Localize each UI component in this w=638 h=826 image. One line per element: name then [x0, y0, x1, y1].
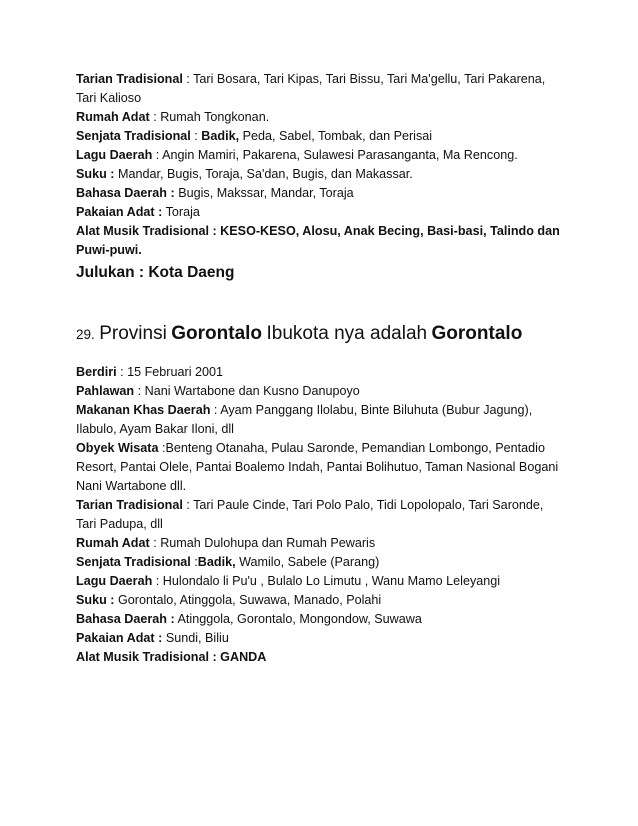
- info-row-senjata: [76, 127, 616, 146]
- row-separator: :: [152, 148, 163, 162]
- row-label: Pahlawan: [76, 384, 135, 398]
- info-row-bahasa: [76, 610, 616, 629]
- info-row-obyek: [76, 439, 616, 458]
- row-label: Bahasa Daerah :: [76, 612, 175, 626]
- info-row-pahlawan: [76, 382, 616, 401]
- row-separator: :: [149, 536, 161, 550]
- row-label: Suku :: [76, 167, 115, 181]
- row-value: Bugis, Makssar, Mandar, Toraja: [178, 186, 354, 200]
- row-value: Tari Paule Cinde, Tari Polo Palo, Tidi Lopolopalo, Tari Saronde,: [193, 498, 544, 512]
- capital-name: Gorontalo: [431, 323, 523, 344]
- row-label: Obyek Wisata: [76, 441, 159, 455]
- row-separator: :: [116, 365, 128, 379]
- row-bold-value: Badik,: [197, 555, 236, 569]
- row-separator: :: [190, 129, 202, 143]
- row-label: Suku :: [76, 593, 115, 607]
- sulawesi-selatan-section: [76, 70, 616, 260]
- info-row-alat: [76, 222, 616, 241]
- province-word: Provinsi: [99, 323, 167, 344]
- info-row-alat: [76, 648, 616, 667]
- row-continuation: Ilabulo, Ayam Bakar Iloni, dll: [76, 422, 234, 436]
- row-value: Angin Mamiri, Pakarena, Sulawesi Parasanganta, Ma Rencong.: [162, 148, 518, 162]
- row-label: Alat Musik Tradisional :: [76, 224, 217, 238]
- row-separator: :: [134, 384, 145, 398]
- row-value: Ayam Panggang Ilolabu, Binte Biluhuta (Bubur Jagung),: [220, 403, 533, 417]
- info-row-tarian: [76, 70, 616, 89]
- row-separator: :: [152, 574, 163, 588]
- row-bold-value: GANDA: [220, 650, 267, 664]
- row-label: Berdiri: [76, 365, 117, 379]
- row-separator: :: [158, 441, 166, 455]
- row-label: Alat Musik Tradisional :: [76, 650, 217, 664]
- info-row-rumah: [76, 534, 616, 553]
- info-row-lagu: [76, 572, 616, 591]
- row-label: Senjata Tradisional: [76, 555, 191, 569]
- row-label: Tarian Tradisional: [76, 498, 183, 512]
- row-value: Atinggola, Gorontalo, Mongondow, Suwawa: [177, 612, 422, 626]
- gorontalo-section: [76, 363, 616, 667]
- row-label: Pakaian Adat :: [76, 205, 163, 219]
- row-label: Makanan Khas Daerah: [76, 403, 211, 417]
- capital-intro: Ibukota nya adalah: [266, 323, 428, 344]
- row-separator: :: [149, 110, 161, 124]
- row-continuation: Tari Padupa, dll: [76, 517, 163, 531]
- info-row-pakaian: [76, 629, 616, 648]
- row-label: Pakaian Adat :: [76, 631, 163, 645]
- row-bold-value: KESO-KESO, Alosu, Anak Becing, Basi-basi, Talindo dan: [220, 224, 560, 238]
- province-number: 29.: [76, 327, 95, 342]
- province-name: Gorontalo: [171, 323, 263, 344]
- row-value: Toraja: [165, 205, 200, 219]
- row-separator: :: [210, 403, 221, 417]
- row-label: Tarian Tradisional: [76, 72, 183, 86]
- row-value: Wamilo, Sabele (Parang): [235, 555, 380, 569]
- info-row-suku: [76, 591, 616, 610]
- row-label: Bahasa Daerah :: [76, 186, 175, 200]
- row-separator: :: [182, 72, 194, 86]
- row-continuation: Tari Kalioso: [76, 91, 142, 105]
- row-value: Mandar, Bugis, Toraja, Sa'dan, Bugis, dan Makassar.: [117, 167, 413, 181]
- row-label: Lagu Daerah: [76, 574, 153, 588]
- julukan-line: Julukan : Kota Daeng: [76, 264, 235, 281]
- row-separator: :: [182, 498, 194, 512]
- row-bold-value: Badik,: [201, 129, 240, 143]
- info-row-bahasa: [76, 184, 616, 203]
- info-row-lagu: [76, 146, 616, 165]
- row-label: Rumah Adat: [76, 110, 150, 124]
- row-value: Rumah Tongkonan.: [160, 110, 270, 124]
- info-row-berdiri: [76, 363, 616, 382]
- row-separator: :: [190, 555, 198, 569]
- row-value: Tari Bosara, Tari Kipas, Tari Bissu, Tari Ma'gellu, Tari Pakarena,: [193, 72, 546, 86]
- row-value: Sundi, Biliu: [165, 631, 229, 645]
- document-page: [76, 70, 616, 667]
- info-row-pakaian: [76, 203, 616, 222]
- info-row-makanan: [76, 401, 616, 420]
- row-label: Rumah Adat: [76, 536, 150, 550]
- row-value: Hulondalo li Pu'u , Bulalo Lo Limutu , Wanu Mamo Leleyangi: [162, 574, 501, 588]
- row-label: Lagu Daerah: [76, 148, 153, 162]
- row-value: Benteng Otanaha, Pulau Saronde, Pemandian Lombongo, Pentadio: [165, 441, 545, 455]
- row-value: 15 Februari 2001: [127, 365, 224, 379]
- row-value: Gorontalo, Atinggola, Suwawa, Manado, Polahi: [117, 593, 382, 607]
- row-value: Nani Wartabone dan Kusno Danupoyo: [144, 384, 360, 398]
- row-continuation: Nani Wartabone dll.: [76, 479, 187, 493]
- row-value: Rumah Dulohupa dan Rumah Pewaris: [160, 536, 376, 550]
- info-row-senjata: [76, 553, 616, 572]
- row-value: Peda, Sabel, Tombak, dan Perisai: [239, 129, 433, 143]
- row-continuation: Puwi-puwi.: [76, 243, 142, 257]
- info-row-suku: [76, 165, 616, 184]
- info-row-tarian: [76, 496, 616, 515]
- province-heading: [76, 320, 616, 349]
- row-continuation: Resort, Pantai Olele, Pantai Boalemo Indah, Pantai Bolihutuo, Taman Nasional Bogani: [76, 460, 559, 474]
- info-row-rumah: [76, 108, 616, 127]
- row-label: Senjata Tradisional: [76, 129, 191, 143]
